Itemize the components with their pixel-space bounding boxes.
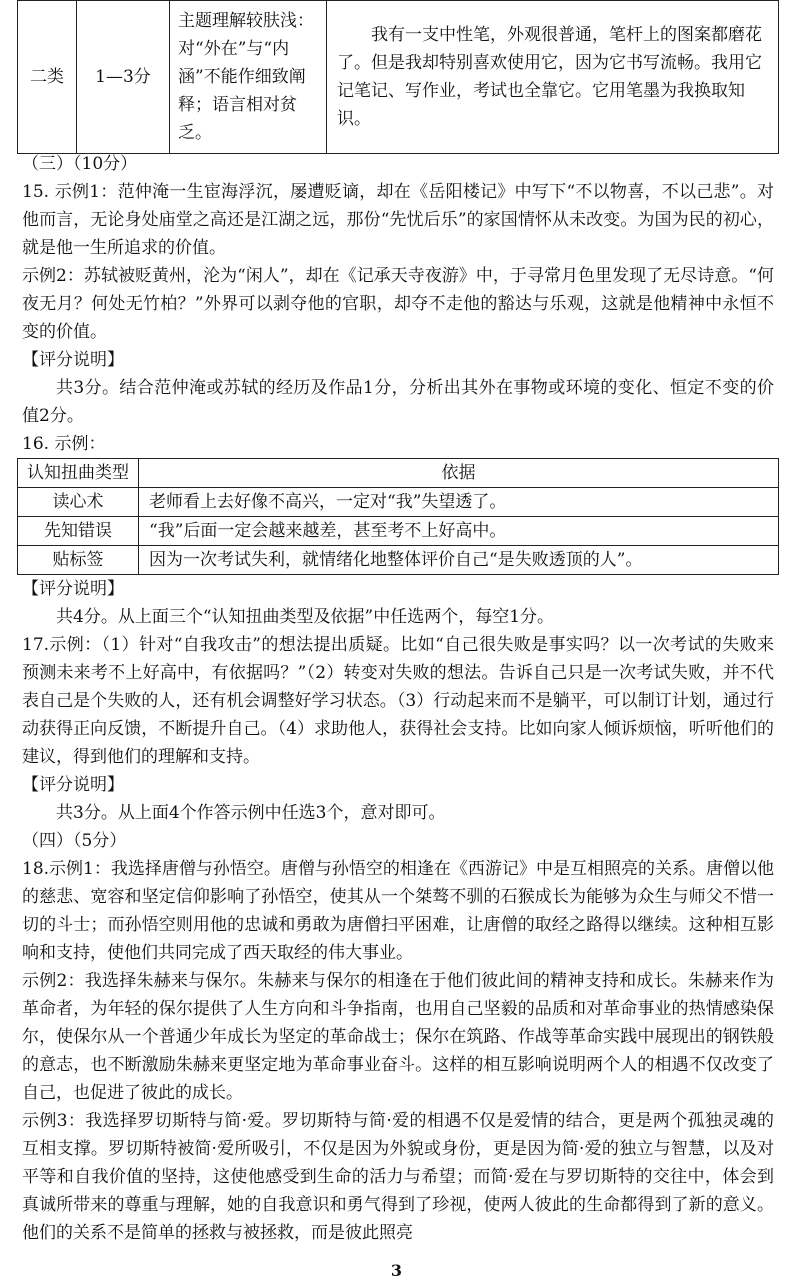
- sample-cell: [327, 1, 779, 154]
- row-type: 读心术: [18, 488, 139, 517]
- page-number: 3: [390, 1261, 403, 1280]
- grade-cell: 二类: [18, 1, 77, 154]
- q17-note-title: 【评分说明】: [22, 775, 124, 795]
- sample-text: 我有一支中性笔，外观很普通，笔杆上的图案都磨花了。但是我却特别喜欢使用它，因为它书写流畅。我用它记笔记、写作业，考试也全靠它。它用笔墨为我换取知识。: [337, 25, 762, 129]
- grading-rubric-table: [17, 0, 779, 154]
- q15-example1: 15. 示例1：范仲淹一生宦海浮沉，屡遭贬谪，却在《岳阳楼记》中写下“不以物喜，不以己悲”。对他而言，无论身处庙堂之高还是江湖之远，那份“先忧后乐”的家国情怀从未改变。为国为民的初心，就是他一生所追求的价值。: [22, 182, 774, 258]
- q15-note: 共3分。结合范仲淹或苏轼的经历及作品1分，分析出其外在事物或环境的变化、恒定不变的价值2分。: [22, 378, 774, 426]
- header-type: 认知扭曲类型: [18, 459, 139, 488]
- header-basis: 依据: [139, 459, 779, 488]
- q16-label: 16. 示例：: [22, 434, 106, 454]
- q15-note-title: 【评分说明】: [22, 350, 124, 370]
- cognitive-distortion-table: [17, 458, 779, 575]
- row-type: 贴标签: [18, 546, 139, 575]
- section3-heading: （三）（10分）: [22, 154, 138, 174]
- row-basis: 老师看上去好像不高兴，一定对“我”失望透了。: [139, 488, 779, 517]
- q18-example3: 示例3：我选择罗切斯特与简·爱。罗切斯特与简·爱的相遇不仅是爱情的结合，更是两个孤独灵魂的互相支撑。罗切斯特被简·爱所吸引，不仅是因为外貌或身份，更是因为简·爱的独立与智慧，以及对平等和自我价值的坚持，这使他感受到生命的活力与希望；而简·爱在与罗切斯特的交往中，体会到真诚所带来的尊重与理解，她的自我意识和勇气得到了珍视，使两人彼此的生命都得到了新的意义。他们的关系不是简单的拯救与被拯救，而是彼此照亮: [22, 1111, 774, 1243]
- table-row: [18, 1, 779, 154]
- q16-note-title: 【评分说明】: [22, 579, 124, 599]
- section4-heading: （四）（5分）: [22, 831, 127, 851]
- q15-example2: 示例2：苏轼被贬黄州，沦为“闲人”，却在《记承天寺夜游》中，于寻常月色里发现了无尽诗意。“何夜无月？何处无竹柏？”外界可以剥夺他的官职，却夺不走他的豁达与乐观，这就是他精神中永恒不变的价值。: [22, 266, 774, 342]
- row-basis: 因为一次考试失利，就情绪化地整体评价自己“是失败透顶的人”。: [139, 546, 779, 575]
- q18-example2: 示例2：我选择朱赫来与保尔。朱赫来与保尔的相逢在于他们彼此间的精神支持和成长。朱赫来作为革命者，为年轻的保尔提供了人生方向和斗争指南，也用自己坚毅的品质和对革命事业的热情感染保尔，使保尔从一个普通少年成长为坚定的革命战士；保尔在筑路、作战等革命实践中展现出的钢铁般的意志，也不断激励朱赫来更坚定地为革命事业奋斗。这样的相互影响说明两个人的相遇不仅改变了自己，也促进了彼此的成长。: [22, 971, 774, 1103]
- q17-note: 共3分。从上面4个作答示例中任选3个，意对即可。: [56, 803, 446, 823]
- table-row: [18, 488, 779, 517]
- q17-example: 17.示例：（1）针对“自我攻击”的想法提出质疑。比如“自己很失败是事实吗？以一次考试的失败来预测未来考不上好高中，有依据吗？”（2）转变对失败的想法。告诉自己只是一次考试失败，并不代表自己是个失败的人，还有机会调整好学习状态。（3）行动起来而不是躺平，可以制订计划，通过行动获得正向反馈，不断提升自己。（4）求助他人，获得社会支持。比如向家人倾诉烦恼，听听他们的建议，得到他们的理解和支持。: [22, 635, 774, 767]
- criteria-cell: 主题理解较肤浅：对“外在”与“内涵”不能作细致阐释；语言相对贫乏。: [170, 1, 327, 154]
- q16-note: 共4分。从上面三个“认知扭曲类型及依据”中任选两个，每空1分。: [56, 607, 555, 627]
- table-header-row: [18, 459, 779, 488]
- table-row: [18, 517, 779, 546]
- score-cell: 1—3分: [77, 1, 170, 154]
- q18-example1: 18.示例1：我选择唐僧与孙悟空。唐僧与孙悟空的相逢在《西游记》中是互相照亮的关系。唐僧以他的慈悲、宽容和坚定信仰影响了孙悟空，使其从一个桀骜不驯的石猴成长为能够为众生与师父不惜一切的斗士；而孙悟空则用他的忠诚和勇敢为唐僧扫平困难，让唐僧的取经之路得以继续。这种相互影响和支持，使他们共同完成了西天取经的伟大事业。: [22, 859, 774, 963]
- row-type: 先知错误: [18, 517, 139, 546]
- row-basis: “我”后面一定会越来越差，甚至考不上好高中。: [139, 517, 779, 546]
- table-row: [18, 546, 779, 575]
